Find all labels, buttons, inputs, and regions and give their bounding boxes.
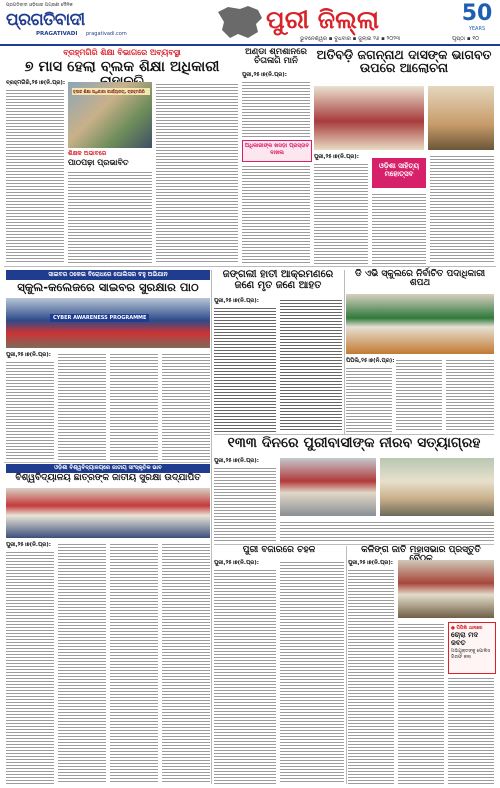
byline: ପୁରୀ,୨୫।୭(ନି.ପ୍ର):	[214, 560, 259, 566]
byline: ପିପିଲି,୨୫।୭(ନି.ପ୍ର):	[346, 358, 395, 364]
body-text	[6, 88, 64, 264]
masthead-logo[interactable]	[6, 10, 128, 30]
byline: ପୁରୀ,୨୫।୭(ନି.ପ୍ର):	[242, 72, 287, 78]
column-rule	[214, 434, 494, 435]
fifty-years-emblem-icon	[457, 2, 497, 34]
photo	[314, 86, 424, 150]
section-title: ପୁରୀ ଜିଲ୍ଲା	[266, 5, 380, 34]
body-text	[68, 170, 152, 264]
site-url[interactable]: pragativadi.com	[86, 31, 127, 37]
anniv-label: YEARS	[468, 26, 486, 32]
sub-head-box	[242, 140, 312, 162]
body-text	[162, 542, 210, 784]
headline: ୧୩୩ ଦିନରେ ପୁରୀବାସୀଙ୍କ ନୀରବ ସତ୍ୟାଗ୍ରହ	[227, 435, 481, 451]
headline: ପୁରୀ ବଜାରରେ ଚହଳ	[242, 545, 316, 555]
odisha-map-icon	[214, 4, 266, 42]
article-university[interactable]	[6, 464, 210, 784]
article-cyber[interactable]	[6, 270, 210, 460]
column-rule	[4, 462, 210, 463]
sub-head: ପାଠପଢ଼ା ପ୍ରଭାବିତ	[68, 158, 129, 167]
article-school[interactable]	[346, 270, 494, 432]
kicker: ସାଇବର ଠକେଇ ବିରୋଧରେ ପୋଲିସର ବହୁ ଅଭିଯାନ	[6, 270, 210, 280]
divider	[4, 266, 496, 267]
byline: ପୁରୀ,୨୫।୭(ନି.ପ୍ର):	[214, 458, 259, 464]
masthead-rule	[0, 44, 500, 46]
body-text	[398, 622, 444, 784]
body-text	[162, 352, 210, 460]
body-text	[214, 466, 276, 542]
byline: ପୁରୀ,୨୫।୭(ନି.ପ୍ର):	[314, 154, 359, 160]
headline: ଡି ଏଭି ସ୍କୁଲରେ ନିର୍ବାଚିତ ପଦାଧିକାରୀ ଶପଥ	[354, 269, 486, 289]
article-market[interactable]	[214, 546, 344, 784]
column-rule	[214, 544, 494, 545]
sidebox	[448, 622, 496, 674]
headline: ଜଙ୍ଗଲୀ ହାତୀ ଆକ୍ରମଣରେ ଜଣେ ମୃତ ଜଣେ ଆହତ	[222, 269, 334, 291]
body-text	[6, 360, 54, 460]
logo-text: ପ୍ରଗତିବାଦୀ	[6, 10, 85, 30]
photo	[68, 82, 152, 148]
festival-box	[372, 158, 426, 188]
body-text	[446, 358, 494, 432]
box-title: ଓଡ଼ିଶା ସାହିତ୍ୟ ମହୋତ୍ସବ	[378, 162, 420, 179]
photo	[280, 458, 376, 516]
photo-sign: ବ୍ଲକ ଶିକ୍ଷା ଅଧିକାରୀ କାର୍ଯ୍ୟାଳୟ, ବ୍ରହ୍ମଗିରି	[72, 88, 150, 95]
column-rule	[346, 546, 347, 784]
body-text	[6, 550, 54, 784]
body-text	[58, 352, 106, 460]
column-rule	[344, 270, 345, 434]
body-text	[156, 82, 238, 264]
byline: ପୁରୀ,୨୫।୭(ନି.ପ୍ର):	[214, 298, 259, 304]
body-text	[214, 306, 276, 432]
body-text	[110, 352, 158, 460]
anniv-number: 50	[461, 1, 493, 26]
article-flood[interactable]	[242, 48, 310, 264]
photo	[380, 458, 494, 516]
column-rule	[211, 270, 212, 784]
photo	[398, 560, 494, 618]
tagline: ପ୍ରଗତିବାଦୀ ଓଡ଼ିଶାର ଅଗ୍ରଣୀ ଦୈନିକ	[6, 3, 73, 8]
headline: ବିଶ୍ୱବିଦ୍ୟାଳୟ ଛାତ୍ରଙ୍କ ଜାତୀୟ ସୁରକ୍ଷା ଉଦ୍‌ଯାପିତ	[15, 473, 201, 483]
body-text	[58, 542, 106, 784]
body-text	[372, 192, 426, 264]
photo	[346, 294, 494, 354]
body-text	[214, 568, 276, 784]
byline: ବ୍ରହ୍ମଗିରି,୨୫।୭(ନି.ପ୍ର):	[6, 80, 66, 86]
body-text	[110, 542, 158, 784]
article-jagannath[interactable]	[314, 48, 494, 264]
body-text	[242, 80, 310, 138]
body-text	[314, 162, 368, 264]
article-satyagraha[interactable]	[214, 436, 494, 542]
body-text	[280, 520, 494, 542]
body-text	[280, 560, 344, 784]
kicker: ଓଡ଼ିଶା ବିଶ୍ୱବିଦ୍ୟାଳୟରେ ଜାତୀୟ ସାଂସ୍କୃତିକ ଭାବ	[6, 464, 210, 473]
byline: ପୁରୀ,୨୫।୭(ନି.ପ୍ର):	[6, 542, 51, 548]
masthead	[0, 0, 500, 44]
logo-sub: PRAGATIVADI	[36, 31, 78, 37]
body-text	[242, 164, 310, 264]
sidebox-kicker: ● ପିପିଲି ଥାନାରେ	[451, 626, 483, 631]
headline: ଅଣ୍ଡା ଶ୍ମଶାନରେ ଚିତାଳାଗି ମାନି	[245, 47, 307, 66]
byline: ପୁରୀ,୨୫।୭(ନି.ପ୍ର):	[6, 352, 51, 358]
sidebox-headline: ଚୋରା ମଦ ଜବତ	[451, 631, 479, 647]
body-text	[280, 298, 342, 432]
body-text	[448, 676, 494, 784]
page-number: ପୃଷ୍ଠା ▪ ୧୦	[452, 36, 480, 42]
sub-kicker: ଶିକ୍ଷକ ଅଭାବରେ	[68, 150, 107, 157]
sidebox-sub: ଅଭିଯୁକ୍ତଙ୍କୁ ପୋଲିସ ଗିରଫ କଲା	[451, 649, 491, 661]
headline: ଅତିବଡ଼ି ଜଗନ୍ନାଥ ଦାସଙ୍କ ଭାଗବତ ଉପରେ ଆଲୋଚନା	[316, 47, 492, 76]
body-text	[430, 154, 494, 264]
dateline: ଭୁବନେଶ୍ୱର ▪ ବୁଧବାର ▪ ଜୁଲାଇ ୨୬ ▪ ୨୦୨୩	[300, 36, 401, 42]
body-text	[346, 366, 392, 432]
headline: କଳିଙ୍ଗ ଜାତି ମହାସଭାର ପ୍ରସ୍ତୁତି	[361, 545, 481, 555]
body-text	[348, 568, 394, 784]
headline: ୭ ମାସ ହେଲା ବ୍ଲକ ଶିକ୍ଷା ଅଧିକାରୀ	[24, 59, 220, 75]
article-block-education[interactable]	[6, 48, 238, 264]
article-elephant[interactable]	[214, 270, 342, 432]
article-kalinga[interactable]	[348, 546, 494, 784]
sub-head: ଅଧିକାରୀଙ୍କ ଖସଡ଼ା ପ୍ରସ୍ତାବ ଦାଖଲ	[244, 143, 310, 156]
photo	[428, 86, 494, 150]
banner-text: CYBER AWARENESS PROGRAMME	[50, 314, 149, 322]
body-text	[396, 358, 442, 432]
headline: ସ୍କୁଲ-କଲେଜରେ ସାଇବର ସୁରକ୍ଷାର ପାଠ	[17, 280, 199, 294]
photo	[6, 298, 210, 348]
photo	[6, 488, 210, 538]
kicker: ବ୍ରହ୍ମଗିରି ଶିକ୍ଷା ବିଭାଗରେ ଅବ୍ୟବସ୍ଥା	[63, 48, 181, 57]
byline: ପୁରୀ,୨୫।୭(ନି.ପ୍ର):	[348, 560, 393, 566]
